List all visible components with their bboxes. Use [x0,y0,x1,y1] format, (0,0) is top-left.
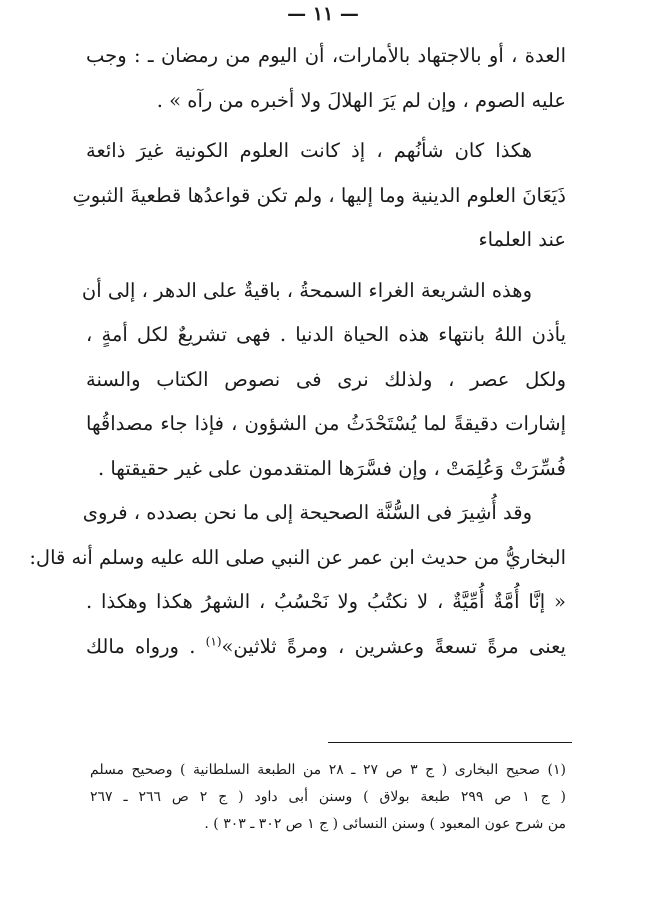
text-line: ذَيَعَانَ العلوم الدينية وما إليها ، ولم تكن قواعدُها قطعيةَ الثبوتِ [72,183,566,207]
footnote-divider [328,742,572,743]
footnote-line: من شرح عون المعبود ) وسنن النسائى ( ج ١ ص ٣٠٢ ـ ٣٠٣ ) . [204,816,566,832]
footnote-line: (١) صحيح البخارى ( ج ٣ ص ٢٧ ـ ٢٨ من الطبعة السلطانية ) وصحيح مسلم [90,762,566,778]
text-line: العدة ، أو بالاجتهاد بالأمارات، أن اليوم من رمضان ـ : وجب [86,44,566,67]
text-line-last [86,625,566,670]
text-line: يأذن اللهُ بانتهاء هذه الحياة الدنيا . فهى تشريعٌ لكل أمةٍ ، [86,323,566,346]
text-line: عند العلماء [478,228,566,251]
text-line: ولكل عصر ، ولذلك نرى فى نصوص الكتاب والسنة [86,367,566,391]
footnote-line: ( ج ١ ص ٢٩٩ طبعة بولاق ) وسنن أبى داود ( ج ٢ ص ٢٦٦ ـ ٢٦٧ [90,789,567,805]
text-line: « إنَّا أُمَّةٌ أُمِّيَّةٌ ، لا نكتُبُ ولا نَحْسُبُ ، الشهرُ هكذا وهكذا . [86,590,566,613]
text-line: فُسِّرَتْ وَعُلِمَتْ ، وإن فسَّرَها المتقدمون على غير حقيقتها . [97,456,566,480]
text-line: وهذه الشريعة الغراء السمحةُ ، باقيةٌ على الدهر ، إلى أن [81,278,532,302]
text-line: وقد أُشِيرَ فى السُّنَّة الصحيحة إلى ما نحن بصدده ، فروى [82,501,532,524]
text-line: إشارات دقيقةً لما يُسْتَحْدَثُ من الشؤون ، فإذا جاء مصداقُها [86,412,566,435]
text-line: هكذا كان شأنُهم ، إذ كانت العلوم الكونية غيرَ ذائعة [86,139,532,162]
text-line-part: يعنى مرةً تسعةً وعشرين ، ومرةً ثلاثين» [221,634,566,658]
footnote-reference: (١) [205,634,222,648]
text-line-part: . ورواه مالك [86,634,206,658]
page-number: — ١١ — [287,3,359,25]
body-text [29,34,566,669]
text-line: عليه الصوم ، وإن لم يَرَ الهلالَ ولا أخبره من رآه » . [156,88,566,112]
footnotes [90,757,566,838]
text-line: البخاريُّ من حديث ابن عمر عن النبي صلى الله عليه وسلم أنه قال: [29,545,566,569]
